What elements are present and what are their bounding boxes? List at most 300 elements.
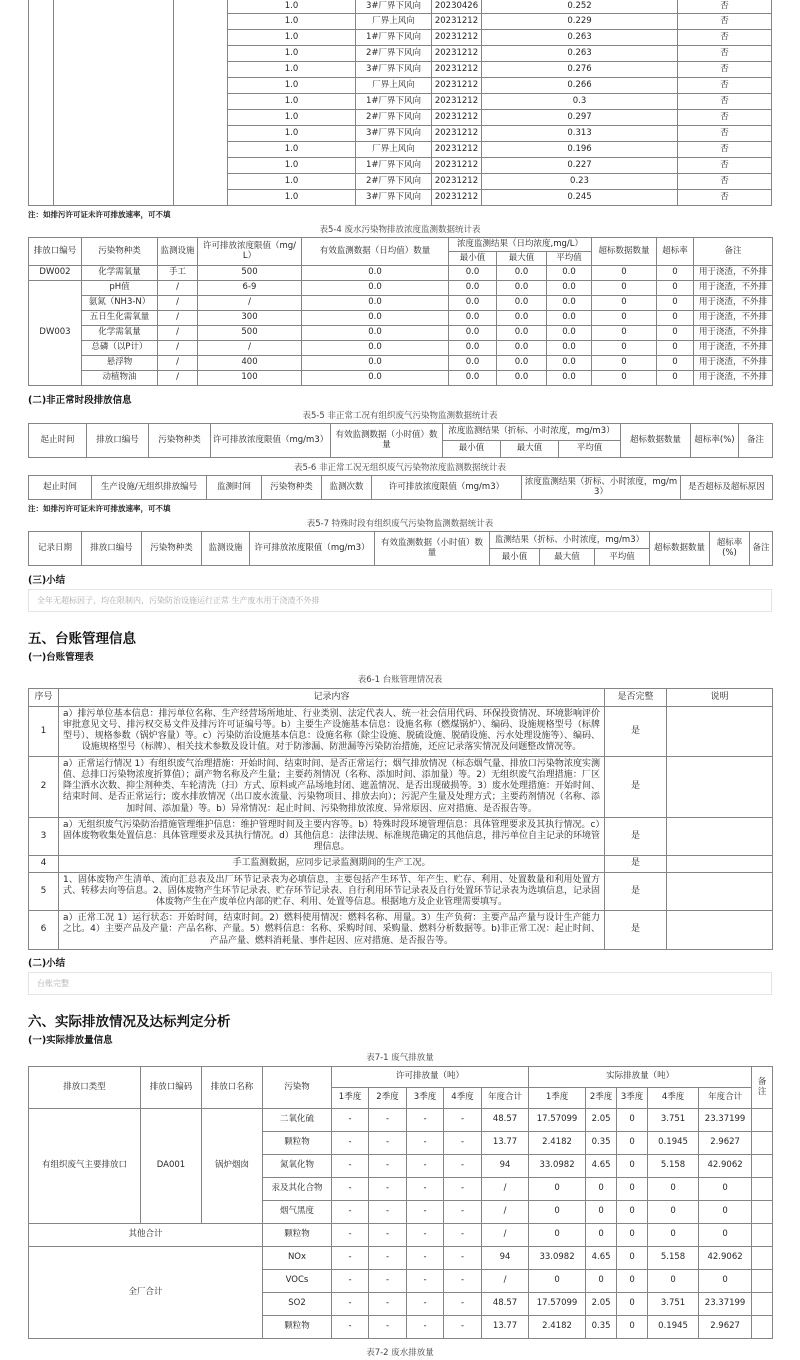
table-cell: 手工 bbox=[158, 265, 198, 280]
table-cell: - bbox=[332, 1131, 369, 1154]
value-cell: 0.313 bbox=[482, 125, 678, 141]
header-cell: 污染物种类 bbox=[142, 531, 202, 565]
header-cell: 浓度监测结果（折标、小时浓度，mg/m3） bbox=[522, 475, 681, 499]
header-cell: 1季度 bbox=[332, 1087, 369, 1108]
position-cell: 3#厂界下风向 bbox=[356, 0, 432, 13]
pollutant-cell: 烟气黑度 bbox=[263, 1200, 332, 1223]
remark-cell: 用于浇渣，不外排 bbox=[694, 280, 773, 295]
table-cell: - bbox=[444, 1108, 482, 1131]
table-cell: 3.751 bbox=[648, 1108, 699, 1131]
remark-cell bbox=[752, 1131, 773, 1154]
header-cell: 监测结果（折标、小时浓度，mg/m3） bbox=[490, 531, 650, 548]
table-cell: - bbox=[369, 1154, 407, 1177]
remark-cell bbox=[752, 1292, 773, 1315]
remark-cell: 用于浇渣，不外排 bbox=[694, 265, 773, 280]
header-cell: 监测时间 bbox=[207, 475, 262, 499]
table-cell: 0 bbox=[529, 1269, 586, 1292]
table-cell: 2.4182 bbox=[529, 1315, 586, 1338]
table-cell: 94 bbox=[482, 1154, 529, 1177]
table-cell: 0 bbox=[592, 355, 657, 370]
table-cell: - bbox=[444, 1177, 482, 1200]
rate-cell: 1.0 bbox=[228, 125, 356, 141]
table-cell: 0.0 bbox=[547, 280, 592, 295]
table-cell: 0 bbox=[648, 1269, 699, 1292]
rate-cell: 1.0 bbox=[228, 157, 356, 173]
table-cell: 48.57 bbox=[482, 1292, 529, 1315]
index-cell: 5 bbox=[29, 872, 59, 911]
position-cell: 1#厂界下风向 bbox=[356, 29, 432, 45]
header-cell: 许可排放浓度限值（mg/m3） bbox=[250, 531, 375, 565]
table-row bbox=[29, 310, 773, 325]
table-cell: - bbox=[369, 1108, 407, 1131]
table-cell: - bbox=[444, 1292, 482, 1315]
table-cell: - bbox=[369, 1131, 407, 1154]
table-cell: 0.0 bbox=[497, 370, 547, 385]
table-cell: - bbox=[407, 1315, 444, 1338]
header-cell: 备注 bbox=[750, 531, 773, 565]
header-cell: 是否完整 bbox=[605, 688, 667, 706]
exceed-cell: 否 bbox=[678, 61, 772, 77]
header-row bbox=[29, 531, 773, 548]
header-cell: 起止时间 bbox=[29, 423, 87, 457]
date-cell: 20230426 bbox=[432, 0, 482, 13]
section-5-title: 五、台账管理信息 bbox=[28, 630, 136, 647]
table-cell: 0 bbox=[592, 325, 657, 340]
table-cell: 0 bbox=[617, 1246, 648, 1269]
section-summary-3-heading: (三)小结 bbox=[28, 574, 66, 586]
header-cell: 4季度 bbox=[444, 1087, 482, 1108]
table-cell: 0.0 bbox=[547, 340, 592, 355]
pollutant-cell: NOx bbox=[263, 1246, 332, 1269]
table-cell: 2.4182 bbox=[529, 1131, 586, 1154]
table-row bbox=[29, 0, 772, 13]
table-cell: / bbox=[482, 1177, 529, 1200]
table-cell: - bbox=[444, 1269, 482, 1292]
table-cell: 4.65 bbox=[586, 1246, 617, 1269]
table-note: 注：如排污许可证未许可排放速率，可不填 bbox=[28, 503, 171, 513]
position-cell: 厂界上风向 bbox=[356, 77, 432, 93]
table-cell: 13.77 bbox=[482, 1131, 529, 1154]
table-cell: 0 bbox=[657, 325, 694, 340]
header-cell: 排放口编号 bbox=[87, 423, 149, 457]
header-cell: 监测设施 bbox=[202, 531, 250, 565]
table-cell: - bbox=[407, 1269, 444, 1292]
date-cell: 20231212 bbox=[432, 173, 482, 189]
table-cell: - bbox=[332, 1108, 369, 1131]
exceed-cell: 否 bbox=[678, 93, 772, 109]
table-cell: 23.37199 bbox=[699, 1292, 752, 1315]
table-cell: 42.9062 bbox=[699, 1154, 752, 1177]
header-row bbox=[29, 237, 773, 251]
header-cell: 序号 bbox=[29, 688, 59, 706]
empty-cell bbox=[29, 0, 54, 205]
table-cell: - bbox=[407, 1131, 444, 1154]
table-cell: - bbox=[444, 1200, 482, 1223]
summary-3-box: 全年无超标因子，均在限制内，污染防治设施运行正常 生产废水用于浇渣不外排 bbox=[28, 589, 772, 612]
summary-2-box: 台账完整 bbox=[28, 972, 772, 995]
table-row bbox=[29, 1246, 773, 1269]
table-cell: / bbox=[158, 280, 198, 295]
remark-cell bbox=[752, 1246, 773, 1269]
table-cell: - bbox=[332, 1154, 369, 1177]
table-row bbox=[29, 325, 773, 340]
header-cell: 超标率 bbox=[657, 237, 694, 265]
table-cell: / bbox=[198, 295, 302, 310]
table-row bbox=[29, 872, 773, 911]
remark-cell bbox=[752, 1315, 773, 1338]
value-cell: 0.263 bbox=[482, 45, 678, 61]
table-cell: 0.0 bbox=[497, 355, 547, 370]
table-cell: 0.0 bbox=[547, 370, 592, 385]
date-cell: 20231212 bbox=[432, 29, 482, 45]
wastewater-concentration-table bbox=[28, 237, 773, 386]
note-cell bbox=[667, 872, 773, 911]
pollutant-cell: 颗粒物 bbox=[263, 1131, 332, 1154]
outlet-code-cell: DW003 bbox=[29, 280, 82, 385]
pollutant-cell: 汞及其化合物 bbox=[263, 1177, 332, 1200]
table-cell: - bbox=[407, 1154, 444, 1177]
remark-cell bbox=[752, 1223, 773, 1246]
table-cell: 0 bbox=[699, 1177, 752, 1200]
table-cell: 0 bbox=[648, 1200, 699, 1223]
header-cell: 3季度 bbox=[617, 1087, 648, 1108]
table-7-1-caption: 表7-1 废气排放量 bbox=[366, 1052, 434, 1063]
abnormal-organized-gas-table bbox=[28, 423, 773, 458]
rate-cell: 1.0 bbox=[228, 13, 356, 29]
table-cell: 0.0 bbox=[302, 265, 449, 280]
note-cell bbox=[667, 911, 773, 950]
section-abnormal-period-heading: (二)非正常时段排放信息 bbox=[28, 394, 132, 406]
pollutant-cell: 氮氧化物 bbox=[263, 1154, 332, 1177]
table-cell: 13.77 bbox=[482, 1315, 529, 1338]
table-cell: 0.0 bbox=[302, 295, 449, 310]
table-cell: 0 bbox=[617, 1154, 648, 1177]
table-cell: 2.05 bbox=[586, 1108, 617, 1131]
table-cell: 0 bbox=[586, 1177, 617, 1200]
table-cell: - bbox=[407, 1108, 444, 1131]
section-6-subtitle: (一)实际排放量信息 bbox=[28, 1034, 113, 1046]
table-cell: 0.0 bbox=[302, 355, 449, 370]
rate-cell: 1.0 bbox=[228, 0, 356, 13]
header-cell: 污染物种类 bbox=[262, 475, 322, 499]
table-cell: 0.35 bbox=[586, 1315, 617, 1338]
table-cell: 五日生化需氧量 bbox=[82, 310, 158, 325]
table-cell: 0.35 bbox=[586, 1131, 617, 1154]
position-cell: 厂界上风向 bbox=[356, 141, 432, 157]
header-cell: 1季度 bbox=[529, 1087, 586, 1108]
date-cell: 20231212 bbox=[432, 77, 482, 93]
table-cell: 0 bbox=[657, 310, 694, 325]
header-cell: 有效监测数据（小时值）数量 bbox=[331, 423, 443, 457]
position-cell: 2#厂界下风向 bbox=[356, 173, 432, 189]
header-cell: 浓度监测结果（折标、小时浓度，mg/m3） bbox=[443, 423, 621, 440]
index-cell: 2 bbox=[29, 756, 59, 817]
table-cell: / bbox=[198, 340, 302, 355]
value-cell: 0.252 bbox=[482, 0, 678, 13]
table-cell: 5.158 bbox=[648, 1154, 699, 1177]
header-cell: 4季度 bbox=[648, 1087, 699, 1108]
table-cell: 0.0 bbox=[497, 325, 547, 340]
header-row bbox=[29, 1066, 773, 1087]
table-7-2-caption: 表7-2 废水排放量 bbox=[366, 1347, 434, 1358]
record-content-cell: a）无组织废气污染防治措施管理维护信息：维护管理时间及主要内容等。b）特殊时段环境管理信息：具体管理要求及其执行情况。c）固体废物收集处置信息：具体管理要求及其执行情况。d）其他信息：法律法规、标准规范确定的其他信息，排污单位自主记录的环境管理信息。 bbox=[59, 817, 605, 856]
table-cell: 0 bbox=[586, 1200, 617, 1223]
table-cell: / bbox=[482, 1223, 529, 1246]
rate-cell: 1.0 bbox=[228, 189, 356, 205]
remark-cell: 用于浇渣，不外排 bbox=[694, 325, 773, 340]
header-cell: 实际排放量（吨） bbox=[529, 1066, 752, 1087]
header-cell: 超标数据数量 bbox=[592, 237, 657, 265]
table-cell: 300 bbox=[198, 310, 302, 325]
table-cell: - bbox=[332, 1223, 369, 1246]
rate-cell: 1.0 bbox=[228, 61, 356, 77]
header-cell: 3季度 bbox=[407, 1087, 444, 1108]
table-row bbox=[29, 355, 773, 370]
table-row bbox=[29, 295, 773, 310]
table-5-7-caption: 表5-7 特殊时段有组织废气污染物监测数据统计表 bbox=[306, 518, 494, 529]
header-cell: 是否超标及超标原因 bbox=[681, 475, 773, 499]
header-cell: 平均值 bbox=[559, 440, 621, 457]
table-cell: 0 bbox=[657, 340, 694, 355]
table-cell: 0 bbox=[657, 370, 694, 385]
header-cell: 监测次数 bbox=[322, 475, 372, 499]
table-cell: 0.0 bbox=[449, 310, 497, 325]
table-cell: pH值 bbox=[82, 280, 158, 295]
table-cell: 0 bbox=[617, 1223, 648, 1246]
table-cell: 0.0 bbox=[547, 325, 592, 340]
table-cell: 0.0 bbox=[497, 295, 547, 310]
table-cell: 0.0 bbox=[547, 355, 592, 370]
gas-emission-amount-table bbox=[28, 1066, 773, 1339]
date-cell: 20231212 bbox=[432, 125, 482, 141]
table-cell: 0 bbox=[592, 370, 657, 385]
remark-cell bbox=[752, 1269, 773, 1292]
date-cell: 20231212 bbox=[432, 157, 482, 173]
header-cell: 污染物种类 bbox=[82, 237, 158, 265]
table-cell: 0 bbox=[586, 1269, 617, 1292]
table-cell: 0 bbox=[699, 1269, 752, 1292]
pollutant-cell: 二氧化硫 bbox=[263, 1108, 332, 1131]
table-cell: 33.0982 bbox=[529, 1154, 586, 1177]
header-row bbox=[29, 475, 773, 499]
header-cell: 许可排放浓度限值（mg/L） bbox=[198, 237, 302, 265]
date-cell: 20231212 bbox=[432, 109, 482, 125]
table-row bbox=[29, 756, 773, 817]
record-content-cell: 手工监测数据，应同步记录监测期间的生产工况。 bbox=[59, 856, 605, 872]
record-content-cell: a）正常工况 1）运行状态：开始时间，结束时间。2）燃料使用情况：燃料名称、用量。3）生产负荷：主要产品产量与设计生产能力之比。4）主要产品及产量：产品名称、产量。5）燃料信息：名称、采购时间、采购量、燃料分析数据等。b)非正常工况：起止时间、产品产量、燃料消耗量、事件起因、应对措施、是否报告等。 bbox=[59, 911, 605, 950]
exceed-cell: 否 bbox=[678, 29, 772, 45]
table-cell: 0 bbox=[617, 1177, 648, 1200]
exceed-cell: 否 bbox=[678, 141, 772, 157]
header-cell: 年度合计 bbox=[482, 1087, 529, 1108]
section-summary-2-heading: (二)小结 bbox=[28, 957, 66, 969]
table-cell: 0 bbox=[617, 1131, 648, 1154]
table-note: 注：如排污许可证未许可排放速率，可不填 bbox=[28, 209, 171, 219]
table-cell: / bbox=[158, 295, 198, 310]
table-cell: 0 bbox=[617, 1200, 648, 1223]
record-content-cell: a）正常运行情况 1）有组织废气治理措施：开始时间、结束时间、是否正常运行；烟气排放情况（标态烟气量、排放口污染物浓度实测值、总排口污染物浓度折算值）；副产物名称及产生量；主要药剂情况（名称、添加时间、添加量）等。2）无组织废气治理措施：厂区降尘洒水次数、抑尘剂种类、车轮清洗（扫）方式、原料或产品场地封闭、遮盖情况、是否出现破损等。3）废水处理措施：开始时间、结束时间、是否正常运行；废水排放情况（出口废水流量、污染物项目、排放去向）；污泥产生量及处理方式；主要药剂情况（名称、添加时间、添加量）等。b）异常情况：起止时间、污染物排放浓度、异常原因、应对措施、是否报告等。 bbox=[59, 756, 605, 817]
pollutant-cell: VOCs bbox=[263, 1269, 332, 1292]
header-cell: 年度合计 bbox=[699, 1087, 752, 1108]
exceed-cell: 否 bbox=[678, 125, 772, 141]
empty-cell bbox=[54, 0, 174, 205]
table-cell: 0 bbox=[592, 265, 657, 280]
table-row bbox=[29, 856, 773, 872]
table-cell: 17.57099 bbox=[529, 1292, 586, 1315]
header-cell: 最大值 bbox=[540, 548, 595, 565]
table-cell: / bbox=[158, 340, 198, 355]
table-row bbox=[29, 340, 773, 355]
table-cell: - bbox=[332, 1200, 369, 1223]
table-cell: - bbox=[369, 1246, 407, 1269]
table-row bbox=[29, 1108, 773, 1131]
header-cell: 备注 bbox=[694, 237, 773, 265]
table-cell: 悬浮物 bbox=[82, 355, 158, 370]
table-cell: 0.0 bbox=[449, 280, 497, 295]
table-cell: 0 bbox=[529, 1223, 586, 1246]
table-cell: 0 bbox=[592, 280, 657, 295]
table-cell: 0 bbox=[699, 1200, 752, 1223]
header-cell: 排放口类型 bbox=[29, 1066, 141, 1108]
table-cell: 2.05 bbox=[586, 1292, 617, 1315]
table-cell: 94 bbox=[482, 1246, 529, 1269]
header-cell: 起止时间 bbox=[29, 475, 92, 499]
index-cell: 3 bbox=[29, 817, 59, 856]
table-cell: - bbox=[369, 1315, 407, 1338]
outlet-name-cell: 锅炉烟囱 bbox=[202, 1108, 263, 1223]
header-cell: 2季度 bbox=[369, 1087, 407, 1108]
remark-cell bbox=[752, 1154, 773, 1177]
header-cell: 排放口编号 bbox=[82, 531, 142, 565]
table-cell: / bbox=[158, 355, 198, 370]
table-cell: 0 bbox=[648, 1223, 699, 1246]
table-cell: 0.0 bbox=[449, 265, 497, 280]
header-cell: 超标数据数量 bbox=[621, 423, 691, 457]
header-cell: 2季度 bbox=[586, 1087, 617, 1108]
value-cell: 0.263 bbox=[482, 29, 678, 45]
header-cell: 污染物种类 bbox=[149, 423, 211, 457]
record-content-cell: a）排污单位基本信息：排污单位名称、生产经营场所地址、行业类别、法定代表人、统一社会信用代码、环保投资情况、环境影响评价审批意见文号、排污权交易文件及排污许可证编号等。b）主要生产设施基本信息：设施名称（燃煤锅炉）、编码、设施规格型号（标牌型号）、规格参数（锅炉容量）等。c）污染防治设施基本信息：设施名称（除尘设施、脱硫设施、脱硝设施、污水处理设施等）、编码、设施规格型号（标牌）、相关技术参数及设计值。对于防渗漏、防泄漏等污染防治措施，还应记录落实情况及问题整改情况等。 bbox=[59, 706, 605, 756]
table-row bbox=[29, 817, 773, 856]
table-cell: - bbox=[332, 1315, 369, 1338]
header-cell: 监测设施 bbox=[158, 237, 198, 265]
table-cell: 500 bbox=[198, 265, 302, 280]
position-cell: 1#厂界下风向 bbox=[356, 157, 432, 173]
table-cell: - bbox=[332, 1269, 369, 1292]
table-cell: 0.0 bbox=[497, 340, 547, 355]
outlet-type-cell: 有组织废气主要排放口 bbox=[29, 1108, 141, 1223]
table-5-5-caption: 表5-5 非正常工况有组织废气污染物监测数据统计表 bbox=[302, 410, 498, 421]
header-cell: 最大值 bbox=[497, 251, 547, 265]
section-6-title: 六、实际排放情况及达标判定分析 bbox=[28, 1013, 231, 1030]
complete-cell: 是 bbox=[605, 872, 667, 911]
value-cell: 0.297 bbox=[482, 109, 678, 125]
table-cell: 0.0 bbox=[547, 310, 592, 325]
header-cell: 浓度监测结果（日均浓度,mg/L） bbox=[449, 237, 592, 251]
table-cell: 0.0 bbox=[449, 340, 497, 355]
table-cell: 动植物油 bbox=[82, 370, 158, 385]
table-cell: 0 bbox=[657, 295, 694, 310]
date-cell: 20231212 bbox=[432, 189, 482, 205]
index-cell: 4 bbox=[29, 856, 59, 872]
exceed-cell: 否 bbox=[678, 77, 772, 93]
note-cell bbox=[667, 817, 773, 856]
table-cell: 0 bbox=[592, 310, 657, 325]
table-cell: 5.158 bbox=[648, 1246, 699, 1269]
complete-cell: 是 bbox=[605, 817, 667, 856]
table-cell: - bbox=[332, 1177, 369, 1200]
value-cell: 0.276 bbox=[482, 61, 678, 77]
table-cell: 0.0 bbox=[547, 295, 592, 310]
outlet-code-cell: DA001 bbox=[141, 1108, 202, 1223]
position-cell: 1#厂界下风向 bbox=[356, 93, 432, 109]
complete-cell: 是 bbox=[605, 756, 667, 817]
table-cell: / bbox=[158, 310, 198, 325]
exceed-cell: 否 bbox=[678, 189, 772, 205]
value-cell: 0.3 bbox=[482, 93, 678, 109]
table-row bbox=[29, 706, 773, 756]
header-cell: 许可排放浓度限值（mg/m3） bbox=[372, 475, 522, 499]
table-cell: 0 bbox=[529, 1177, 586, 1200]
rate-cell: 1.0 bbox=[228, 77, 356, 93]
header-cell: 污染物 bbox=[263, 1066, 332, 1108]
header-cell: 超标率(%) bbox=[691, 423, 739, 457]
table-cell: 0.0 bbox=[302, 325, 449, 340]
table-cell: 2.9627 bbox=[699, 1315, 752, 1338]
table-cell: 0 bbox=[586, 1223, 617, 1246]
index-cell: 1 bbox=[29, 706, 59, 756]
exceed-cell: 否 bbox=[678, 157, 772, 173]
header-cell: 平均值 bbox=[595, 548, 650, 565]
value-cell: 0.245 bbox=[482, 189, 678, 205]
table-cell: 氨氮（NH3-N） bbox=[82, 295, 158, 310]
table-cell: 0 bbox=[617, 1269, 648, 1292]
rate-cell: 1.0 bbox=[228, 173, 356, 189]
remark-cell bbox=[752, 1108, 773, 1131]
table-cell: - bbox=[407, 1292, 444, 1315]
complete-cell: 是 bbox=[605, 911, 667, 950]
table-cell: 0.0 bbox=[302, 340, 449, 355]
complete-cell: 是 bbox=[605, 856, 667, 872]
header-cell: 生产设施/无组织排放编号 bbox=[92, 475, 207, 499]
table-cell: / bbox=[482, 1200, 529, 1223]
position-cell: 2#厂界下风向 bbox=[356, 109, 432, 125]
outlet-code-cell: DW002 bbox=[29, 265, 82, 280]
date-cell: 20231212 bbox=[432, 13, 482, 29]
table-cell: 100 bbox=[198, 370, 302, 385]
table-cell: 6-9 bbox=[198, 280, 302, 295]
header-cell: 超标率(%) bbox=[710, 531, 750, 565]
header-cell: 最小值 bbox=[443, 440, 501, 457]
rate-cell: 1.0 bbox=[228, 141, 356, 157]
header-cell: 许可排放浓度限值（mg/m3） bbox=[211, 423, 331, 457]
table-row bbox=[29, 370, 773, 385]
empty-cell bbox=[174, 0, 228, 205]
other-total-cell: 其他合计 bbox=[29, 1223, 263, 1246]
table-cell: 0 bbox=[699, 1223, 752, 1246]
fugitive-air-monitoring-table bbox=[28, 0, 772, 206]
remark-cell: 用于浇渣，不外排 bbox=[694, 340, 773, 355]
table-cell: 0.0 bbox=[302, 280, 449, 295]
table-row bbox=[29, 1223, 773, 1246]
table-cell: 0 bbox=[657, 355, 694, 370]
header-cell: 最小值 bbox=[449, 251, 497, 265]
table-cell: - bbox=[444, 1246, 482, 1269]
table-cell: 0 bbox=[529, 1200, 586, 1223]
table-cell: 0.0 bbox=[302, 310, 449, 325]
table-cell: - bbox=[407, 1200, 444, 1223]
table-5-4-caption: 表5-4 废水污染物排放浓度监测数据统计表 bbox=[319, 224, 481, 235]
